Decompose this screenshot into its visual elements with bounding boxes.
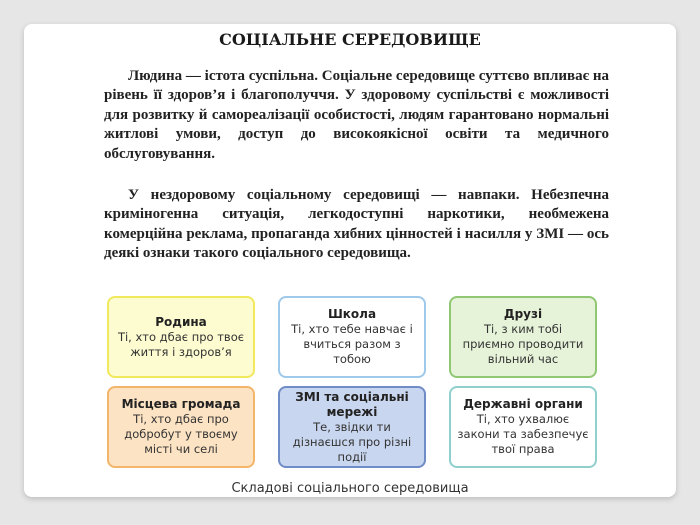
box-family-title: Родина bbox=[155, 314, 207, 329]
box-government-title: Державні органи bbox=[463, 397, 583, 411]
slide-card bbox=[24, 24, 676, 497]
box-family bbox=[107, 296, 255, 378]
box-school-text: Ті, хто тебе навчає і вчиться разом з тобою bbox=[291, 322, 413, 366]
box-school bbox=[278, 296, 426, 378]
box-government-text: Ті, хто ухвалює закони та забезпечує твої права bbox=[457, 412, 589, 456]
box-community-text: Ті, хто дбає про добробут у твоєму місті чи селі bbox=[124, 412, 238, 456]
box-family-text: Ті, хто дбає про твоє життя і здоров’я bbox=[117, 329, 245, 359]
box-community-title: Місцева громада bbox=[121, 397, 241, 411]
slide-title: СОЦІАЛЬНЕ СЕРЕДОВИЩЕ bbox=[219, 30, 481, 49]
box-government bbox=[449, 386, 597, 468]
paragraph-2: У нездоровому соціальному середовищі — навпаки. Небезпечна криміногенна ситуація, легкодоступні наркотики, необмежена комерційна реклама, пропаганда хибних цінностей і насилля у ЗМІ — ось деякі ознаки такого соціального середовища. bbox=[104, 187, 609, 262]
figure-caption: Складові соціального середовища bbox=[231, 481, 469, 496]
box-friends-text: Ті, з ким тобі приємно проводити вільний час bbox=[462, 322, 584, 366]
paragraph-1: Людина — істота суспільна. Соціальне середовище суттєво впливає на рівень її здоров’я і благополуччя. У здоровому суспільстві є можливості для розвитку й самореалізації особистості, людям гарантовано нормальні житлові умови, доступ до високоякісної освіти та медичного обслуговування. bbox=[104, 68, 609, 162]
box-media-title: ЗМІ та соціальні мережі bbox=[295, 389, 409, 419]
box-school-title: Школа bbox=[327, 307, 377, 321]
box-friends-title: Друзі bbox=[503, 307, 543, 321]
box-media-text: Те, звідки ти дізнаєшся про різні події bbox=[292, 419, 412, 464]
box-community bbox=[107, 386, 255, 468]
box-media bbox=[278, 386, 426, 468]
box-friends bbox=[449, 296, 597, 378]
